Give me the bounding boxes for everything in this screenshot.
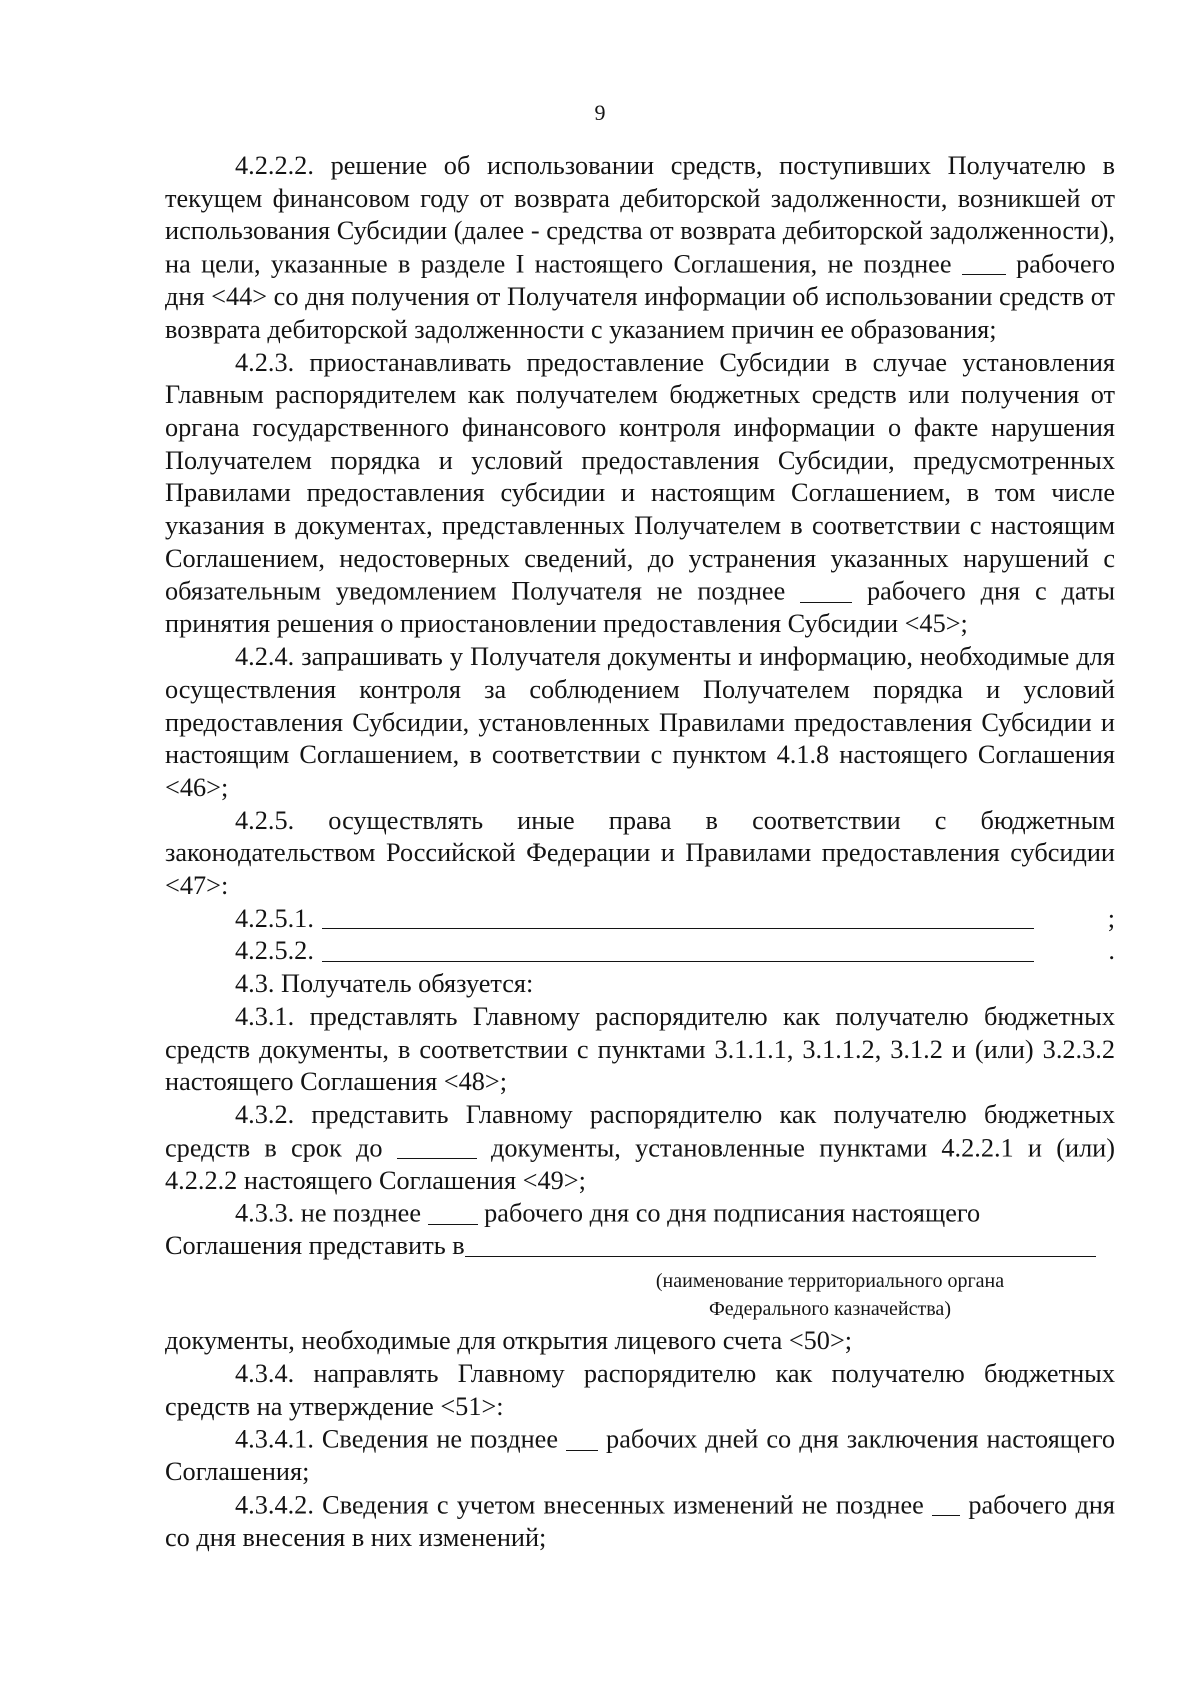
text: 4.3.2. представить Главному распорядителю как получателю бюджетных средств в срок до — [165, 1099, 1115, 1162]
text: рабочего дня с даты принятия решения о приостановлении предоставления Субсидии <45>; — [165, 576, 1115, 639]
paragraph-4-2-5-1 — [165, 903, 1115, 936]
paragraph-4-3-3-end: документы, необходимые для открытия лицевого счета <50>; — [165, 1326, 853, 1356]
item-end: ; — [1107, 903, 1115, 933]
page-number: 9 — [594, 100, 606, 125]
paragraph-4-3-3 — [165, 1197, 1115, 1230]
paragraph-4-3: 4.3. Получатель обязуется: — [235, 969, 534, 999]
paragraph-4-3-1: 4.3.1. представлять Главному распорядителю как получателю бюджетных средств документы, в соответствии с пунктами 3.1.1.1, 3.1.1.2, 3.1.2 и (или) 3.2.3.2 настоящего Соглашения <48>; — [165, 1001, 1115, 1097]
paragraph-4-2-4: 4.2.4. запрашивать у Получателя документы и информацию, необходимые для осуществления контроля за соблюдением Получателем порядка и условий предоставления Субсидии, установленных Правилами предоставления Субсидии и настоящим Соглашением, в соответствии с пунктом 4.1.8 настоящего Соглашения <46>; — [165, 642, 1115, 802]
caption-line-2: Федерального казначейства) — [709, 1298, 951, 1321]
blank-line — [322, 904, 1034, 929]
blank-line — [465, 1232, 1096, 1257]
paragraph-4-3-2 — [165, 1099, 1115, 1197]
blank-field — [932, 1489, 960, 1516]
item-end: . — [1108, 936, 1115, 966]
text: рабочих дней со дня заключения настоящего Соглашения; — [165, 1424, 1116, 1487]
text: 4.3.4.1. Сведения не позднее — [235, 1424, 559, 1454]
paragraph-4-3-4-2 — [165, 1489, 1115, 1555]
blank-line — [322, 937, 1035, 962]
text: рабочего дня <44> со дня получения от Получателя информации об использовании средств от возврата дебиторской задолженности с указанием причин ее образования; — [165, 249, 1116, 344]
text: 4.2.2.2. решение об использовании средств, поступивших Получателю в текущем финансовом году от возврата дебиторской задолженности, возникшей от использования Субсидии (далее - средства от возврата дебиторской задолженности), на цели, указанные в разделе I настоящего Соглашения, не позднее — [165, 151, 1115, 279]
blank-field — [962, 248, 1006, 275]
paragraph-4-2-3 — [165, 347, 1115, 642]
paragraph-4-2-2-2 — [165, 150, 1115, 347]
text: рабочего дня со дня подписания настоящего — [484, 1198, 981, 1228]
text: Соглашения представить в — [165, 1231, 465, 1261]
paragraph-4-3-4: 4.3.4. направлять Главному распорядителю как получателю бюджетных средств на утверждение <51>: — [165, 1358, 1115, 1421]
paragraph-4-3-4-1 — [165, 1423, 1115, 1489]
blank-field — [800, 575, 852, 602]
text: рабочего дня со дня внесения в них изменений; — [165, 1490, 1116, 1552]
text: 4.2.3. приостанавливать предоставление Субсидии в случае установления Главным распорядителем как получателем бюджетных средств или получения от органа государственного финансового контроля информации о факте нарушения Получателем порядка и условий предоставления Субсидии, предусмотренных Правилами предоставления субсидии и настоящим Соглашением, в том числе указания в документах, представленных Получателем в соответствии с настоящим Соглашением, недостоверных сведений, до устранения указанных нарушений с обязательным уведомлением Получателя не позднее — [165, 347, 1115, 606]
text: 4.3.3. не позднее — [235, 1198, 421, 1228]
paragraph-4-2-5-2 — [165, 935, 1115, 968]
blank-field — [428, 1197, 478, 1224]
document-body — [165, 150, 1115, 1555]
blank-field — [566, 1423, 598, 1450]
paragraph-4-3-3-line2 — [165, 1230, 1100, 1263]
text: 4.3.4.2. Сведения с учетом внесенных изменений не позднее — [235, 1490, 924, 1520]
paragraph-4-2-5: 4.2.5. осуществлять иные права в соответствии с бюджетным законодательством Российской Федерации и Правилами предоставления субсидии <47>: — [165, 805, 1115, 901]
blank-field — [397, 1132, 477, 1159]
field-caption — [165, 1267, 1075, 1323]
caption-line-1: (наименование территориального органа — [655, 1270, 1005, 1293]
text: документы, установленные пунктами 4.2.2.1 и (или) 4.2.2.2 настоящего Соглашения <49>; — [165, 1132, 1116, 1195]
item-number: 4.2.5.2. — [235, 936, 314, 966]
item-number: 4.2.5.1. — [235, 903, 314, 933]
